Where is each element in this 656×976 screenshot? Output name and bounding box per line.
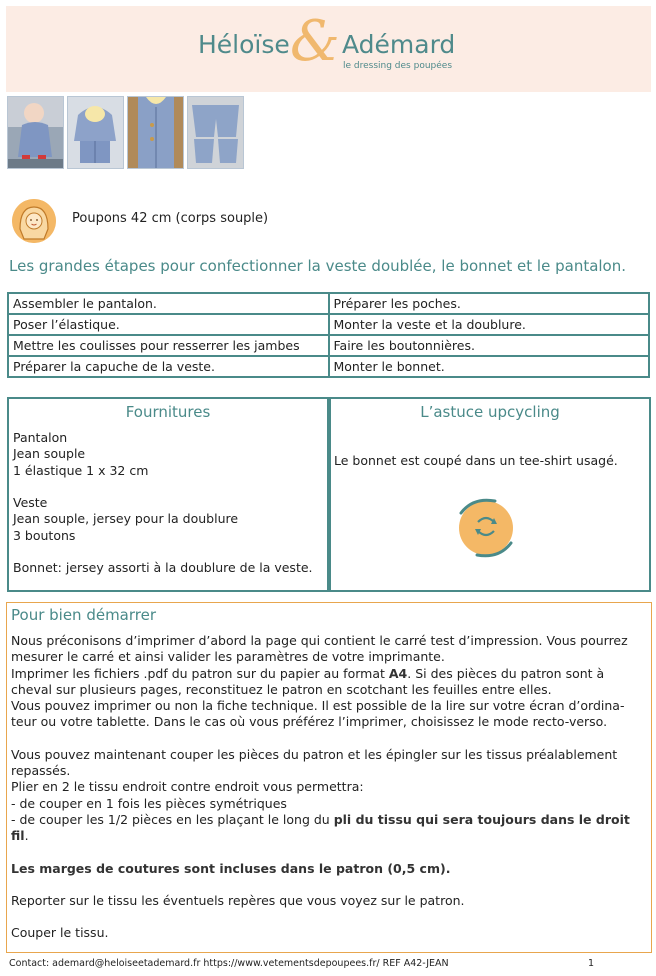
upcycling-tip-text: Le bonnet est coupé dans un tee-shirt usagé. <box>334 453 618 468</box>
table-row <box>8 293 649 314</box>
brand-ampersand: & <box>290 9 340 74</box>
step-cell: Poser l’élastique. <box>8 314 329 335</box>
getting-started-title: Pour bien démarrer <box>11 606 157 624</box>
paragraph: Couper le tissu. <box>11 925 109 941</box>
text-run: . <box>24 828 29 844</box>
spacer <box>11 731 647 747</box>
photo-thumbnails <box>7 96 244 169</box>
page-title: Les grandes étapes pour confectionner la veste doublée, le bonnet et le pantalon. <box>9 257 627 275</box>
table-row <box>8 335 649 356</box>
text-run: Imprimer les fichiers .pdf du patron sur du papier au format <box>11 665 389 681</box>
step-cell: Assembler le pantalon. <box>8 293 329 314</box>
step-cell: Préparer les poches. <box>329 293 650 314</box>
paragraph: Vous pouvez maintenant couper les pièces du patron et les épingler sur les tissus préalablement repassés. <box>11 746 618 779</box>
doll-size-label: Poupons 42 cm (corps souple) <box>72 211 269 226</box>
page-number: 1 <box>588 958 595 969</box>
spacer <box>11 877 647 893</box>
paragraph <box>11 666 647 699</box>
header-banner <box>6 6 651 92</box>
table-row <box>8 356 649 377</box>
steps-table <box>7 292 650 378</box>
spacer <box>11 909 647 925</box>
supplies-text: Pantalon Jean souple 1 élastique 1 x 32 cm Veste Jean souple, jersey pour la doublure 3 boutons Bonnet: jersey assorti à la doublure de la veste. <box>13 430 313 576</box>
upcycling-tip-title: L’astuce upcycling <box>420 403 560 421</box>
paragraph: Reporter sur le tissu les éventuels repères que vous voyez sur le patron. <box>11 892 465 908</box>
step-cell: Mettre les coulisses pour resserrer les jambes <box>8 335 329 356</box>
text-run-bold: A4 <box>388 665 408 681</box>
supplies-box <box>7 397 329 592</box>
paragraph: Les marges de coutures sont incluses dans le patron (0,5 cm). <box>11 860 451 876</box>
footer-contact: Contact: ademard@heloiseetademard.fr https://www.vetementsdepoupees.fr/ REF A42-JEAN <box>9 958 449 969</box>
doll-face-icon <box>12 199 56 243</box>
step-cell: Monter le bonnet. <box>329 356 650 377</box>
text-run-bold: pli du tissu qui sera toujours dans le droit fil <box>11 811 630 844</box>
photo-thumbnail[interactable] <box>187 96 244 169</box>
step-cell: Monter la veste et la doublure. <box>329 314 650 335</box>
text-run: . Si des pièces du patron sont à cheval sur plusieurs pages, reconstituez le patron en scotchant les feuilles entre elles. <box>11 665 605 697</box>
photo-thumbnail[interactable] <box>67 96 124 169</box>
paragraph: Nous préconisons d’imprimer d’abord la page qui contient le carré test d’impression. Vous pourrez mesurer le carré et ainsi valider les paramètres de votre imprimante. <box>11 633 628 665</box>
paragraph: - de couper en 1 fois les pièces symétriques <box>11 795 287 811</box>
paragraph <box>11 812 647 845</box>
text-run: - de couper les 1/2 pièces en les plaçant le long du <box>11 811 334 827</box>
upcycling-hands-icon <box>451 493 521 563</box>
spacer <box>11 845 647 861</box>
brand-name-left: Héloïse <box>198 30 290 59</box>
upcycling-tip-box <box>329 397 651 592</box>
table-row <box>8 314 649 335</box>
step-cell: Faire les boutonnières. <box>329 335 650 356</box>
brand-tagline: le dressing des poupées <box>343 61 453 71</box>
step-cell: Préparer la capuche de la veste. <box>8 356 329 377</box>
photo-thumbnail[interactable] <box>7 96 64 169</box>
brand-name-right: Adémard <box>342 30 456 59</box>
photo-thumbnail[interactable] <box>127 96 184 169</box>
paragraph: Vous pouvez imprimer ou non la fiche technique. Il est possible de la lire sur votre écran d’ordina-teur ou votre tablette. Dans le cas où vous préférez l’imprimer, choisissez le mode recto-verso. <box>11 698 625 730</box>
getting-started-box <box>6 602 652 953</box>
supplies-title: Fournitures <box>125 403 211 421</box>
getting-started-body <box>11 633 647 941</box>
paragraph: Plier en 2 le tissu endroit contre endroit vous permettra: <box>11 779 364 795</box>
